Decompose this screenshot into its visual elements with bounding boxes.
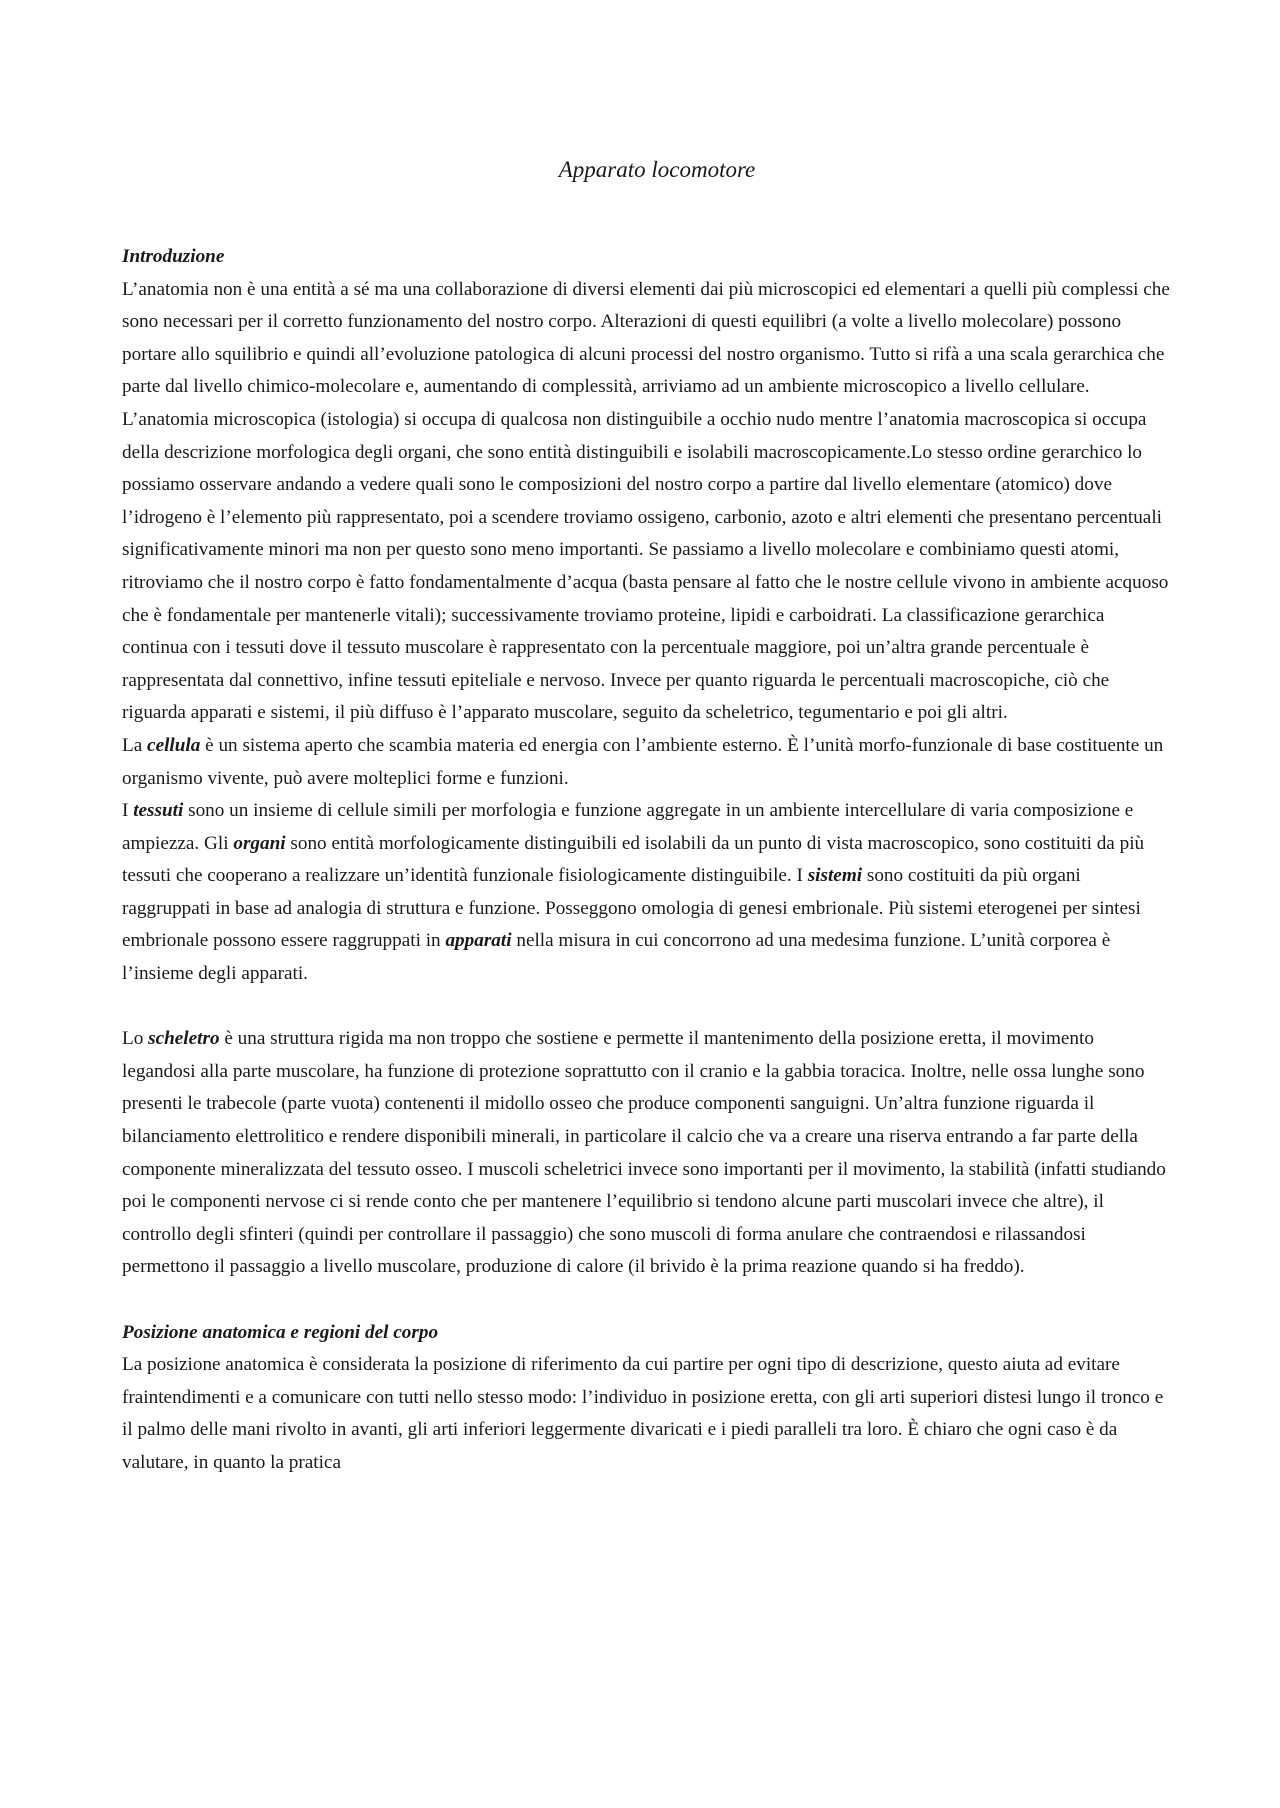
cellula-paragraph xyxy=(122,730,1170,795)
intro-paragraph: L’anatomia non è una entità a sé ma una collaborazione di diversi elementi dai più microscopici ed elementari a quelli più complessi che sono necessari per il corretto funzionamento del nostro corpo. Alterazioni di questi equilibri (a volte a livello molecolare) possono portare allo squilibrio e quindi all’evoluzione patologica di alcuni processi del nostro organismo. Tutto si rifà a una scala gerarchica che parte dal livello chimico-molecolare e, aumentando di complessità, arriviamo ad un ambiente microscopico a livello cellulare. L’anatomia microscopica (istologia) si occupa di qualcosa non distinguibile a occhio nudo mentre l’anatomia macroscopica si occupa della descrizione morfologica degli organi, che sono entità distinguibili e isolabili macroscopicamente.Lo stesso ordine gerarchico lo possiamo osservare andando a vedere quali sono le composizioni del nostro corpo a partire dal livello elementare (atomico) dove l’idrogeno è l’elemento più rappresentato, poi a scendere troviamo ossigeno, carbonio, azoto e altri elementi che presentano percentuali significativamente minori ma non per questo sono meno importanti. Se passiamo a livello molecolare e combiniamo questi atomi, ritroviamo che il nostro corpo è fatto fondamentalmente d’acqua (basta pensare al fatto che le nostre cellule vivono in ambiente acquoso che è fondamentale per mantenerle vitali); successivamente troviamo proteine, lipidi e carboidrati. La classificazione gerarchica continua con i tessuti dove il tessuto muscolare è rappresentato con la percentuale maggiore, poi un’altra grande percentuale è rappresentata dal connettivo, infine tessuti epiteliale e nervoso. Invece per quanto riguarda le percentuali macroscopiche, ciò che riguarda apparati e sistemi, il più diffuso è l’apparato muscolare, seguito da scheletrico, tegumentario e poi gli altri. xyxy=(122,278,1170,724)
document-title: Apparato locomotore xyxy=(558,157,756,182)
keyword-sistemi: sistemi xyxy=(807,865,863,887)
tessuti-paragraph xyxy=(122,795,1170,991)
keyword-tessuti: tessuti xyxy=(133,800,184,822)
scheletro-text-pre: Lo xyxy=(122,1028,149,1050)
scheletro-paragraph xyxy=(122,1023,1170,1284)
document-body xyxy=(122,154,1170,1480)
scheletro-text-post: è una struttura rigida ma non troppo che sostiene e permette il mantenimento della posizione eretta, il movimento legandosi alla parte muscolare, ha funzione di protezione soprattutto con il cranio e la gabbia toracica. Inoltre, nelle ossa lunghe sono presenti le trabecole (parte vuota) contenenti il midollo osseo che produce componenti sanguigni. Un’altra funzione riguarda il bilanciamento elettrolitico e rendere disponibili minerali, in particolare il calcio che va a creare una riserva entrando a far parte della componente mineralizzata del tessuto osseo. I muscoli scheletrici invece sono importanti per il movimento, la stabilità (infatti studiando poi le componenti nervose ci si rende conto che per mantenere l’equilibrio si tendono alcune parti muscolari invece che altre), il controllo degli sfinteri (quindi per controllare il passaggio) che sono muscoli di forma anulare che contraendosi e rilassandosi permettono il passaggio a livello muscolare, produzione di calore (il brivido è la prima reazione quando si ha freddo). xyxy=(122,1028,1166,1278)
keyword-scheletro: scheletro xyxy=(148,1028,220,1050)
section-heading-posizione: Posizione anatomica e regioni del corpo xyxy=(122,1321,439,1343)
cellula-text-post: è un sistema aperto che scambia materia ed energia con l’ambiente esterno. È l’unità morfo-funzionale di base costituente un organismo vivente, può avere molteplici forme e funzioni. xyxy=(122,734,1164,789)
keyword-apparati: apparati xyxy=(445,930,512,952)
keyword-organi: organi xyxy=(233,832,286,854)
posizione-paragraph: La posizione anatomica è considerata la posizione di riferimento da cui partire per ogni tipo di descrizione, questo aiuta ad evitare fraintendimenti e a comunicare con tutti nello stesso modo: l’individuo in posizione eretta, con gli arti superiori distesi lungo il tronco e il palmo delle mani rivolto in avanti, gli arti inferiori leggermente divaricati e i piedi paralleli tra loro. È chiaro che ogni caso è da valutare, in quanto la pratica xyxy=(122,1354,1164,1473)
keyword-cellula: cellula xyxy=(147,734,201,756)
tessuti-text-a: I xyxy=(122,800,134,822)
paragraph-spacer xyxy=(122,991,1170,1024)
tessuti-text-c: sono entità morfologicamente distinguibili ed isolabili da un punto di vista macroscopico, sono costituiti da più tessuti che cooperano a realizzare un’identità funzionale fisiologicamente distinguibile. I xyxy=(122,832,1145,887)
section-heading-introduzione: Introduzione xyxy=(122,246,225,267)
tessuti-text-d: sono costituiti da più organi raggruppati in base ad analogia di struttura e funzione. Posseggono omologia di genesi embrionale. Più sistemi eterogenei per sintesi embrionale possono essere raggruppati in xyxy=(122,865,1141,952)
tessuti-text-e: nella misura in cui concorrono ad una medesima funzione. L’unità corporea è l’insieme degli apparati. xyxy=(122,930,1111,985)
tessuti-text-b: sono un insieme di cellule simili per morfologia e funzione aggregate in un ambiente intercellulare di varia composizione e ampiezza. Gli xyxy=(122,800,1134,854)
cellula-text-pre: La xyxy=(122,734,148,756)
paragraph-spacer xyxy=(122,1284,1170,1317)
